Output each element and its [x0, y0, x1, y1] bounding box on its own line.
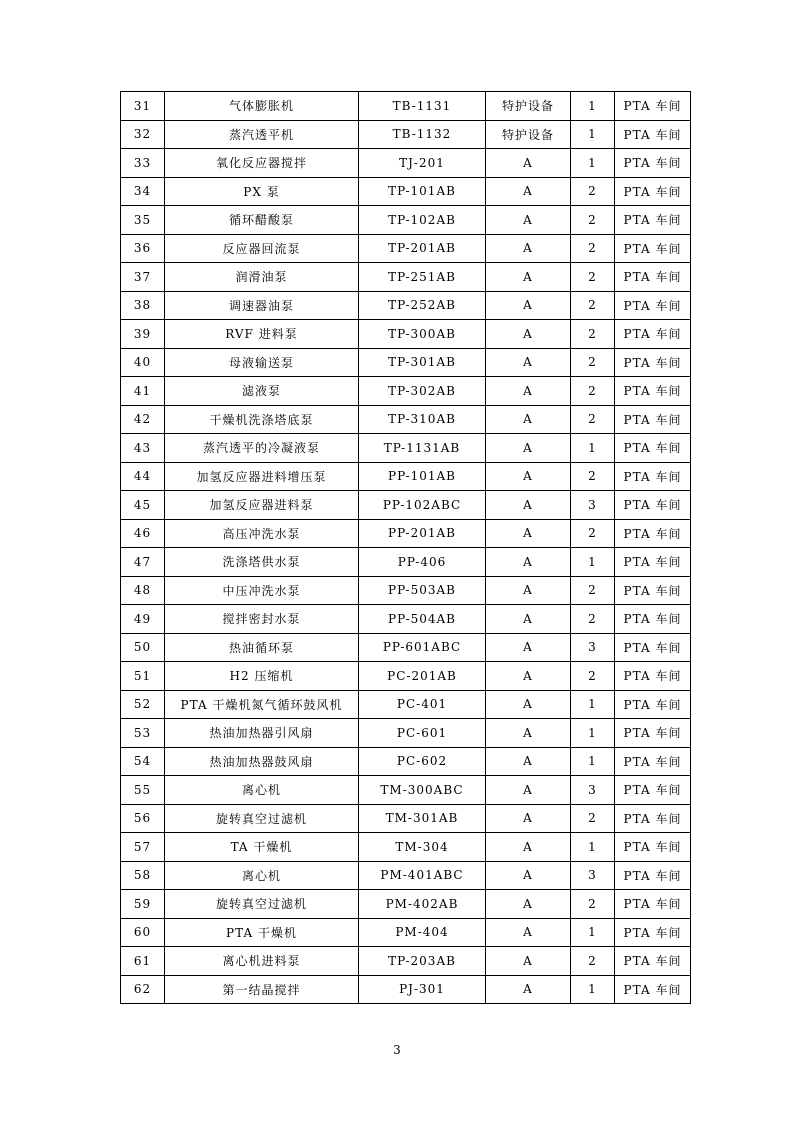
equipment-quantity-cell: 1: [571, 918, 615, 947]
row-number-cell: 60: [121, 918, 165, 947]
equipment-model-cell: TP-201AB: [359, 234, 486, 263]
equipment-category-cell: A: [486, 719, 571, 748]
equipment-quantity-cell: 1: [571, 690, 615, 719]
equipment-category-cell: A: [486, 320, 571, 349]
workshop-name-cell: PTA 车间: [615, 149, 691, 178]
equipment-name-cell: 氧化反应器搅拌: [165, 149, 359, 178]
equipment-quantity-cell: 1: [571, 434, 615, 463]
equipment-category-cell: A: [486, 576, 571, 605]
equipment-quantity-cell: 2: [571, 405, 615, 434]
equipment-name-cell: 热油加热器鼓风扇: [165, 747, 359, 776]
equipment-model-cell: TM-301AB: [359, 804, 486, 833]
equipment-quantity-cell: 1: [571, 548, 615, 577]
equipment-table: [120, 91, 691, 1004]
table-row: [121, 918, 691, 947]
row-number-cell: 56: [121, 804, 165, 833]
row-number-cell: 44: [121, 462, 165, 491]
workshop-name-cell: PTA 车间: [615, 662, 691, 691]
equipment-category-cell: A: [486, 890, 571, 919]
equipment-name-cell: 干燥机洗涤塔底泵: [165, 405, 359, 434]
equipment-quantity-cell: 2: [571, 177, 615, 206]
workshop-name-cell: PTA 车间: [615, 633, 691, 662]
table-row: [121, 320, 691, 349]
workshop-name-cell: PTA 车间: [615, 548, 691, 577]
equipment-model-cell: TP-101AB: [359, 177, 486, 206]
equipment-model-cell: PP-101AB: [359, 462, 486, 491]
equipment-quantity-cell: 2: [571, 947, 615, 976]
workshop-name-cell: PTA 车间: [615, 120, 691, 149]
table-row: [121, 719, 691, 748]
workshop-name-cell: PTA 车间: [615, 348, 691, 377]
workshop-name-cell: PTA 车间: [615, 263, 691, 292]
table-row: [121, 861, 691, 890]
workshop-name-cell: PTA 车间: [615, 576, 691, 605]
equipment-quantity-cell: 3: [571, 861, 615, 890]
row-number-cell: 58: [121, 861, 165, 890]
row-number-cell: 35: [121, 206, 165, 235]
equipment-model-cell: PP-102ABC: [359, 491, 486, 520]
equipment-name-cell: 气体膨胀机: [165, 92, 359, 121]
table-row: [121, 662, 691, 691]
equipment-category-cell: A: [486, 405, 571, 434]
equipment-name-cell: 洗涤塔供水泵: [165, 548, 359, 577]
row-number-cell: 45: [121, 491, 165, 520]
workshop-name-cell: PTA 车间: [615, 890, 691, 919]
equipment-category-cell: 特护设备: [486, 120, 571, 149]
row-number-cell: 61: [121, 947, 165, 976]
equipment-model-cell: PC-401: [359, 690, 486, 719]
equipment-model-cell: PP-504AB: [359, 605, 486, 634]
equipment-table-body: [121, 92, 691, 1004]
workshop-name-cell: PTA 车间: [615, 861, 691, 890]
equipment-category-cell: A: [486, 861, 571, 890]
equipment-name-cell: 滤液泵: [165, 377, 359, 406]
workshop-name-cell: PTA 车间: [615, 491, 691, 520]
row-number-cell: 42: [121, 405, 165, 434]
equipment-quantity-cell: 2: [571, 206, 615, 235]
equipment-category-cell: A: [486, 348, 571, 377]
workshop-name-cell: PTA 车间: [615, 747, 691, 776]
equipment-name-cell: 反应器回流泵: [165, 234, 359, 263]
equipment-name-cell: 旋转真空过滤机: [165, 804, 359, 833]
workshop-name-cell: PTA 车间: [615, 918, 691, 947]
row-number-cell: 32: [121, 120, 165, 149]
equipment-model-cell: TJ-201: [359, 149, 486, 178]
table-row: [121, 377, 691, 406]
row-number-cell: 49: [121, 605, 165, 634]
table-row: [121, 576, 691, 605]
equipment-quantity-cell: 1: [571, 833, 615, 862]
equipment-quantity-cell: 2: [571, 804, 615, 833]
workshop-name-cell: PTA 车间: [615, 177, 691, 206]
equipment-category-cell: A: [486, 804, 571, 833]
equipment-quantity-cell: 1: [571, 719, 615, 748]
equipment-model-cell: PC-201AB: [359, 662, 486, 691]
equipment-category-cell: A: [486, 548, 571, 577]
equipment-category-cell: A: [486, 747, 571, 776]
workshop-name-cell: PTA 车间: [615, 462, 691, 491]
equipment-quantity-cell: 3: [571, 491, 615, 520]
equipment-model-cell: TP-310AB: [359, 405, 486, 434]
equipment-name-cell: PX 泵: [165, 177, 359, 206]
table-row: [121, 975, 691, 1004]
table-row: [121, 206, 691, 235]
workshop-name-cell: PTA 车间: [615, 320, 691, 349]
equipment-name-cell: 循环醋酸泵: [165, 206, 359, 235]
equipment-quantity-cell: 2: [571, 576, 615, 605]
equipment-name-cell: 旋转真空过滤机: [165, 890, 359, 919]
equipment-quantity-cell: 2: [571, 348, 615, 377]
table-row: [121, 149, 691, 178]
row-number-cell: 50: [121, 633, 165, 662]
table-row: [121, 890, 691, 919]
equipment-category-cell: A: [486, 690, 571, 719]
row-number-cell: 55: [121, 776, 165, 805]
equipment-category-cell: A: [486, 605, 571, 634]
table-row: [121, 633, 691, 662]
table-row: [121, 434, 691, 463]
equipment-category-cell: 特护设备: [486, 92, 571, 121]
equipment-name-cell: 蒸汽透平的冷凝液泵: [165, 434, 359, 463]
equipment-quantity-cell: 2: [571, 605, 615, 634]
equipment-quantity-cell: 3: [571, 633, 615, 662]
equipment-model-cell: PP-201AB: [359, 519, 486, 548]
equipment-category-cell: A: [486, 947, 571, 976]
row-number-cell: 40: [121, 348, 165, 377]
equipment-name-cell: 第一结晶搅拌: [165, 975, 359, 1004]
workshop-name-cell: PTA 车间: [615, 405, 691, 434]
table-row: [121, 548, 691, 577]
table-row: [121, 405, 691, 434]
equipment-category-cell: A: [486, 519, 571, 548]
table-row: [121, 605, 691, 634]
row-number-cell: 51: [121, 662, 165, 691]
equipment-model-cell: PM-402AB: [359, 890, 486, 919]
equipment-quantity-cell: 1: [571, 747, 615, 776]
table-row: [121, 491, 691, 520]
table-row: [121, 291, 691, 320]
equipment-model-cell: TB-1132: [359, 120, 486, 149]
equipment-name-cell: 热油加热器引风扇: [165, 719, 359, 748]
table-row: [121, 120, 691, 149]
equipment-name-cell: 加氢反应器进料增压泵: [165, 462, 359, 491]
row-number-cell: 53: [121, 719, 165, 748]
equipment-quantity-cell: 2: [571, 291, 615, 320]
row-number-cell: 54: [121, 747, 165, 776]
row-number-cell: 31: [121, 92, 165, 121]
table-row: [121, 947, 691, 976]
equipment-category-cell: A: [486, 149, 571, 178]
equipment-category-cell: A: [486, 263, 571, 292]
row-number-cell: 48: [121, 576, 165, 605]
equipment-model-cell: PP-503AB: [359, 576, 486, 605]
table-row: [121, 462, 691, 491]
equipment-category-cell: A: [486, 177, 571, 206]
row-number-cell: 47: [121, 548, 165, 577]
equipment-quantity-cell: 1: [571, 120, 615, 149]
equipment-model-cell: TB-1131: [359, 92, 486, 121]
equipment-model-cell: TP-251AB: [359, 263, 486, 292]
equipment-name-cell: 搅拌密封水泵: [165, 605, 359, 634]
equipment-category-cell: A: [486, 491, 571, 520]
equipment-name-cell: 母液输送泵: [165, 348, 359, 377]
workshop-name-cell: PTA 车间: [615, 690, 691, 719]
table-row: [121, 92, 691, 121]
equipment-quantity-cell: 1: [571, 92, 615, 121]
equipment-category-cell: A: [486, 833, 571, 862]
workshop-name-cell: PTA 车间: [615, 234, 691, 263]
equipment-category-cell: A: [486, 291, 571, 320]
equipment-model-cell: PM-404: [359, 918, 486, 947]
table-row: [121, 690, 691, 719]
equipment-quantity-cell: 2: [571, 377, 615, 406]
equipment-category-cell: A: [486, 776, 571, 805]
equipment-name-cell: RVF 进料泵: [165, 320, 359, 349]
row-number-cell: 36: [121, 234, 165, 263]
equipment-quantity-cell: 2: [571, 890, 615, 919]
equipment-name-cell: TA 干燥机: [165, 833, 359, 862]
workshop-name-cell: PTA 车间: [615, 92, 691, 121]
workshop-name-cell: PTA 车间: [615, 291, 691, 320]
table-row: [121, 776, 691, 805]
workshop-name-cell: PTA 车间: [615, 947, 691, 976]
equipment-name-cell: 离心机: [165, 861, 359, 890]
equipment-name-cell: 离心机: [165, 776, 359, 805]
equipment-category-cell: A: [486, 434, 571, 463]
equipment-model-cell: TP-300AB: [359, 320, 486, 349]
equipment-model-cell: TP-1131AB: [359, 434, 486, 463]
row-number-cell: 59: [121, 890, 165, 919]
equipment-model-cell: PJ-301: [359, 975, 486, 1004]
row-number-cell: 57: [121, 833, 165, 862]
workshop-name-cell: PTA 车间: [615, 719, 691, 748]
workshop-name-cell: PTA 车间: [615, 975, 691, 1004]
equipment-quantity-cell: 3: [571, 776, 615, 805]
equipment-category-cell: A: [486, 234, 571, 263]
equipment-model-cell: PC-601: [359, 719, 486, 748]
equipment-model-cell: TP-302AB: [359, 377, 486, 406]
equipment-quantity-cell: 2: [571, 662, 615, 691]
workshop-name-cell: PTA 车间: [615, 206, 691, 235]
equipment-name-cell: PTA 干燥机: [165, 918, 359, 947]
equipment-quantity-cell: 2: [571, 320, 615, 349]
equipment-model-cell: PM-401ABC: [359, 861, 486, 890]
workshop-name-cell: PTA 车间: [615, 776, 691, 805]
equipment-quantity-cell: 2: [571, 462, 615, 491]
equipment-quantity-cell: 2: [571, 263, 615, 292]
equipment-name-cell: 高压冲洗水泵: [165, 519, 359, 548]
equipment-name-cell: 润滑油泵: [165, 263, 359, 292]
row-number-cell: 37: [121, 263, 165, 292]
equipment-category-cell: A: [486, 462, 571, 491]
equipment-category-cell: A: [486, 662, 571, 691]
equipment-category-cell: A: [486, 918, 571, 947]
row-number-cell: 38: [121, 291, 165, 320]
workshop-name-cell: PTA 车间: [615, 377, 691, 406]
workshop-name-cell: PTA 车间: [615, 804, 691, 833]
equipment-quantity-cell: 2: [571, 234, 615, 263]
equipment-quantity-cell: 1: [571, 975, 615, 1004]
table-row: [121, 263, 691, 292]
table-row: [121, 177, 691, 206]
equipment-model-cell: PP-406: [359, 548, 486, 577]
equipment-name-cell: PTA 干燥机氮气循环鼓风机: [165, 690, 359, 719]
equipment-quantity-cell: 1: [571, 149, 615, 178]
row-number-cell: 33: [121, 149, 165, 178]
row-number-cell: 39: [121, 320, 165, 349]
table-row: [121, 747, 691, 776]
workshop-name-cell: PTA 车间: [615, 833, 691, 862]
equipment-model-cell: PP-601ABC: [359, 633, 486, 662]
equipment-name-cell: 加氢反应器进料泵: [165, 491, 359, 520]
table-row: [121, 519, 691, 548]
equipment-name-cell: 离心机进料泵: [165, 947, 359, 976]
equipment-name-cell: 调速器油泵: [165, 291, 359, 320]
row-number-cell: 43: [121, 434, 165, 463]
workshop-name-cell: PTA 车间: [615, 434, 691, 463]
page-number: 3: [393, 1043, 401, 1057]
workshop-name-cell: PTA 车间: [615, 519, 691, 548]
equipment-model-cell: TP-301AB: [359, 348, 486, 377]
equipment-model-cell: TM-304: [359, 833, 486, 862]
equipment-name-cell: 中压冲洗水泵: [165, 576, 359, 605]
workshop-name-cell: PTA 车间: [615, 605, 691, 634]
row-number-cell: 46: [121, 519, 165, 548]
table-row: [121, 348, 691, 377]
equipment-quantity-cell: 2: [571, 519, 615, 548]
equipment-model-cell: TP-203AB: [359, 947, 486, 976]
equipment-name-cell: H2 压缩机: [165, 662, 359, 691]
equipment-category-cell: A: [486, 206, 571, 235]
row-number-cell: 34: [121, 177, 165, 206]
row-number-cell: 41: [121, 377, 165, 406]
table-row: [121, 234, 691, 263]
row-number-cell: 52: [121, 690, 165, 719]
table-row: [121, 804, 691, 833]
equipment-category-cell: A: [486, 975, 571, 1004]
equipment-model-cell: TP-102AB: [359, 206, 486, 235]
equipment-model-cell: TP-252AB: [359, 291, 486, 320]
equipment-model-cell: PC-602: [359, 747, 486, 776]
equipment-category-cell: A: [486, 633, 571, 662]
row-number-cell: 62: [121, 975, 165, 1004]
equipment-name-cell: 热油循环泵: [165, 633, 359, 662]
table-row: [121, 833, 691, 862]
equipment-category-cell: A: [486, 377, 571, 406]
equipment-model-cell: TM-300ABC: [359, 776, 486, 805]
equipment-name-cell: 蒸汽透平机: [165, 120, 359, 149]
